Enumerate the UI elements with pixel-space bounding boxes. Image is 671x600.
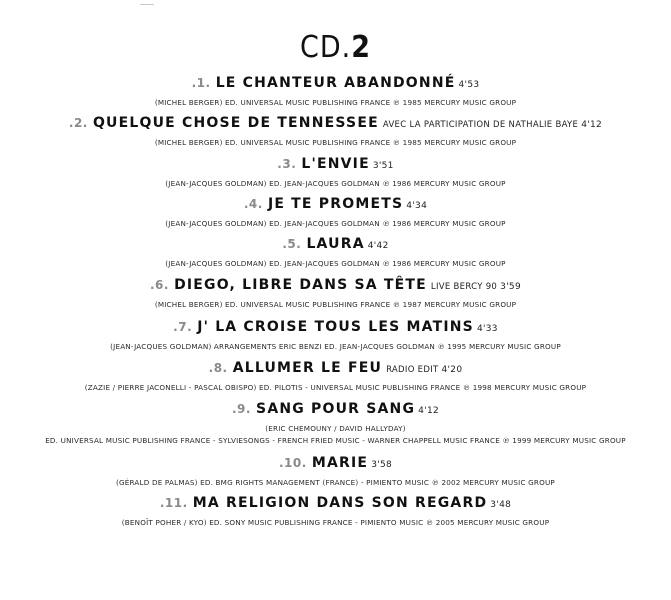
track-note: LIVE BERCY 90 [430,282,498,292]
track-line [0,316,671,339]
track-number: .11. [159,496,188,510]
track-number: .4. [243,197,263,211]
track-title: MARIE [311,455,369,471]
track-number: .2. [68,116,88,130]
track-item [0,193,671,229]
track-number: .5. [282,237,302,251]
track-number: .3. [277,157,297,171]
track-duration: 4'34 [406,201,428,211]
track-item [0,72,671,108]
disc-number: 2 [351,30,371,65]
crop-mark [140,0,154,5]
disc-title [0,30,671,65]
track-credit: (GÉRALD DE PALMAS) ED. BMG RIGHTS MANAGEMENT (FRANCE) - PIMIENTO MUSIC ℗ 2002 MERCURY MUSIC GROUP [116,478,555,487]
track-item [0,492,671,528]
track-line [0,233,671,256]
track-credit: (JEAN-JACQUES GOLDMAN) ARRANGEMENTS ERIC BENZI ED. JEAN-JACQUES GOLDMAN ℗ 1995 MERCURY MUSIC GROUP [110,342,561,351]
track-title: QUELQUE CHOSE DE TENNESSEE [92,115,379,131]
track-duration: 4'20 [441,365,463,375]
track-number: .1. [191,76,211,90]
track-line [0,112,671,135]
track-note: AVEC LA PARTICIPATION DE NATHALIE BAYE [382,120,579,130]
track-line [0,452,671,475]
track-title: J' LA CROISE TOUS LES MATINS [197,319,474,335]
track-line [0,193,671,216]
track-duration: 4'12 [581,120,603,130]
track-credit: (BENOÎT POHER / KYO) ED. SONY MUSIC PUBLISHING FRANCE - PIMIENTO MUSIC ℗ 2005 MERCURY MUSIC GROUP [121,518,550,527]
track-item [0,153,671,189]
track-title: ALLUMER LE FEU [232,360,383,376]
track-duration: 3'59 [500,282,521,292]
track-duration: 4'53 [458,80,480,90]
track-credit: (MICHEL BERGER) ED. UNIVERSAL MUSIC PUBLISHING FRANCE ℗ 1985 MERCURY MUSIC GROUP [154,98,517,107]
track-line [0,357,671,380]
track-title: DIEGO, LIBRE DANS SA TÊTE [174,277,427,293]
track-credit: (ZAZIE / PIERRE JACONELLI - PASCAL OBISPO) ED. PILOTIS - UNIVERSAL MUSIC PUBLISHING FRANCE ℗ 1998 MERCURY MUSIC GROUP [84,383,587,392]
track-duration: 3'51 [372,161,394,171]
track-line [0,398,671,421]
track-duration: 4'33 [476,324,498,334]
track-item [0,233,671,269]
track-credit: (ERIC CHEMOUNY / DAVID HALLYDAY) [265,424,406,433]
track-number: .9. [231,402,251,416]
track-title: SANG POUR SANG [256,401,416,417]
track-note: RADIO EDIT [386,365,439,375]
track-item [0,357,671,393]
track-credit-line-2: ED. UNIVERSAL MUSIC PUBLISHING FRANCE - SYLVIESONGS - FRENCH FRIED MUSIC - WARNER CHAPPELL MUSIC FRANCE ℗ 1999 MERCURY MUSIC GROUP [45,436,626,445]
track-credit: (JEAN-JACQUES GOLDMAN) ED. JEAN-JACQUES GOLDMAN ℗ 1986 MERCURY MUSIC GROUP [165,259,506,268]
track-duration: 4'42 [367,241,389,251]
track-line [0,274,671,297]
track-number: .8. [208,361,228,375]
disc-prefix: CD. [300,30,352,65]
track-credit: (JEAN-JACQUES GOLDMAN) ED. JEAN-JACQUES GOLDMAN ℗ 1986 MERCURY MUSIC GROUP [165,179,506,188]
track-line [0,153,671,176]
track-title: LE CHANTEUR ABANDONNÉ [215,75,456,91]
track-title: JE TE PROMETS [267,196,404,212]
track-title: MA RELIGION DANS SON REGARD [192,495,488,511]
track-item [0,112,671,148]
track-credit: (MICHEL BERGER) ED. UNIVERSAL MUSIC PUBLISHING FRANCE ℗ 1987 MERCURY MUSIC GROUP [154,300,517,309]
track-item [0,274,671,310]
track-number: .6. [150,278,169,292]
track-number: .7. [173,320,193,334]
track-item [0,316,671,352]
track-item [0,398,671,446]
track-credit: (JEAN-JACQUES GOLDMAN) ED. JEAN-JACQUES GOLDMAN ℗ 1986 MERCURY MUSIC GROUP [165,219,506,228]
track-credit: (MICHEL BERGER) ED. UNIVERSAL MUSIC PUBLISHING FRANCE ℗ 1985 MERCURY MUSIC GROUP [154,138,517,147]
track-duration: 3'48 [490,500,512,510]
track-line [0,72,671,95]
track-title: LAURA [306,236,365,252]
track-line [0,492,671,515]
track-duration: 3'58 [371,460,393,470]
track-item [0,452,671,488]
track-title: L'ENVIE [301,156,370,172]
track-duration: 4'12 [418,406,440,416]
track-number: .10. [278,456,307,470]
